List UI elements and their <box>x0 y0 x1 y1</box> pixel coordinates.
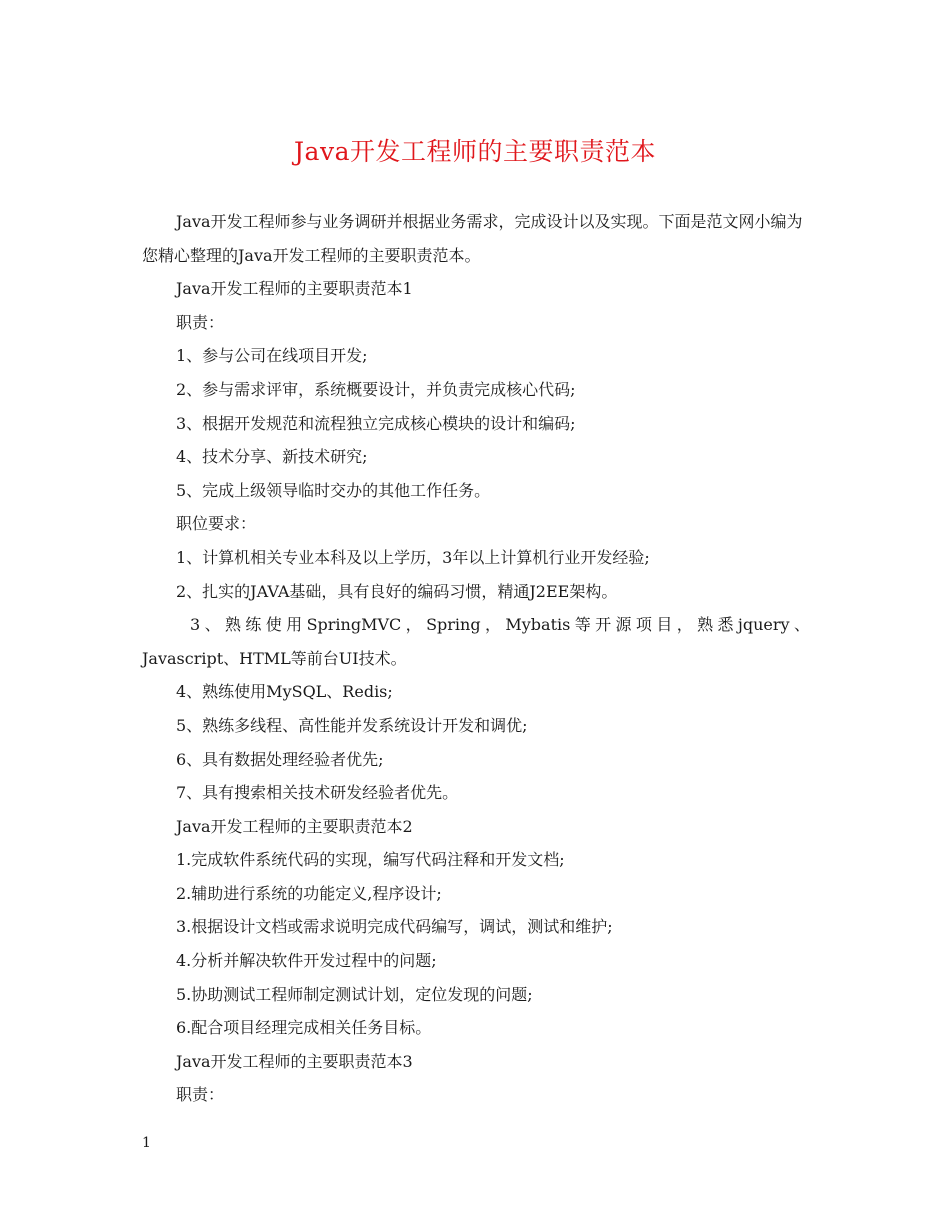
section-heading-3: Java开发工程师的主要职责范本3 <box>176 1051 413 1071</box>
list-item: 4、熟练使用MySQL、Redis; <box>176 682 393 702</box>
list-item: 4.分析并解决软件开发过程中的问题; <box>176 951 437 971</box>
document-title: Java开发工程师的主要职责范本 <box>294 137 656 166</box>
list-item: 3.根据设计文档或需求说明完成代码编写，调试，测试和维护; <box>176 917 613 937</box>
list-item: 6、具有数据处理经验者优先; <box>176 749 384 769</box>
page-number: 1 <box>142 1135 151 1151</box>
list-item: 5、完成上级领导临时交办的其他工作任务。 <box>176 480 491 500</box>
list-item: 2.辅助进行系统的功能定义,程序设计; <box>176 883 442 903</box>
list-item: 4、技术分享、新技术研究; <box>176 447 368 467</box>
list-item: 3、熟练使用SpringMVC，Spring，Mybatis等开源项目，熟悉jquery、Javascript、HTML等前台UI技术。 <box>142 615 810 668</box>
section-heading-2: Java开发工程师的主要职责范本2 <box>176 816 413 836</box>
list-item: 2、扎实的JAVA基础，具有良好的编码习惯，精通J2EE架构。 <box>176 581 618 601</box>
list-item: 1.完成软件系统代码的实现，编写代码注释和开发文档; <box>176 850 565 870</box>
list-item: 1、参与公司在线项目开发; <box>176 346 368 366</box>
list-item: 5.协助测试工程师制定测试计划，定位发现的问题; <box>176 984 533 1004</box>
list-item: 3、根据开发规范和流程独立完成核心模块的设计和编码; <box>176 413 576 433</box>
list-item: 7、具有搜索相关技术研发经验者优先。 <box>176 783 459 803</box>
requirements-label: 职位要求： <box>176 514 257 534</box>
list-item: 5、熟练多线程、高性能并发系统设计开发和调优; <box>176 715 528 735</box>
duties-label: 职责： <box>176 1085 225 1105</box>
list-item: 2、参与需求评审，系统概要设计，并负责完成核心代码; <box>176 379 576 399</box>
list-item: 6.配合项目经理完成相关任务目标。 <box>176 1018 432 1038</box>
intro-paragraph: Java开发工程师参与业务调研并根据业务需求，完成设计以及实现。下面是范文网小编为您精心整理的Java开发工程师的主要职责范本。 <box>142 212 803 265</box>
duties-label: 职责： <box>176 312 225 332</box>
list-item: 1、计算机相关专业本科及以上学历，3年以上计算机行业开发经验; <box>176 547 650 567</box>
section-heading-1: Java开发工程师的主要职责范本1 <box>176 279 413 299</box>
document-body <box>142 205 810 1112</box>
